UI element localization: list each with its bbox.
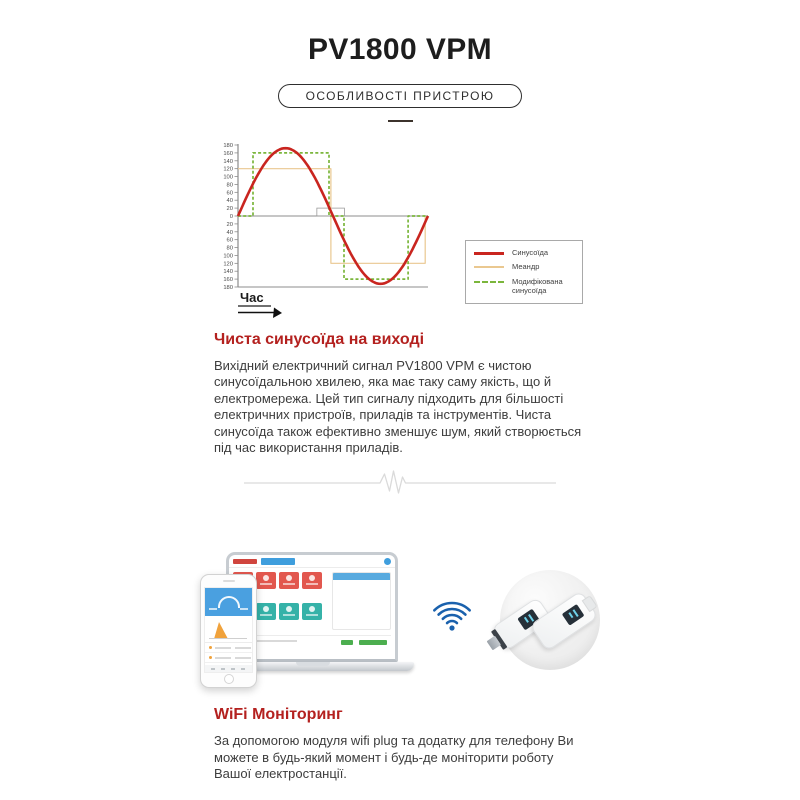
- wifi-plug-devices: [500, 570, 600, 670]
- svg-text:160: 160: [223, 277, 233, 284]
- dashboard-nav-strip: [261, 558, 295, 565]
- svg-text:140: 140: [223, 158, 233, 165]
- svg-text:80: 80: [226, 182, 233, 189]
- svg-text:100: 100: [223, 253, 233, 260]
- legend-swatch-square: [474, 266, 504, 268]
- svg-text:20: 20: [226, 221, 233, 228]
- plug-display: [562, 604, 585, 626]
- svg-text:40: 40: [226, 198, 233, 205]
- svg-text:180: 180: [223, 143, 233, 149]
- features-badge-label: ОСОБЛИВОСТІ ПРИСТРОЮ: [305, 89, 495, 103]
- section-heading-wifi: WiFi Моніторинг: [214, 706, 343, 724]
- wifi-icon: [430, 594, 474, 634]
- svg-text:160: 160: [223, 150, 233, 157]
- dashboard-logo: [233, 559, 257, 564]
- legend-label: Синусоїда: [512, 248, 549, 257]
- legend-swatch-sine: [474, 252, 504, 255]
- svg-text:60: 60: [226, 190, 233, 197]
- legend-item: [474, 248, 574, 257]
- svg-text:0: 0: [229, 214, 233, 220]
- wifi-monitoring-figure: [214, 550, 586, 698]
- svg-text:60: 60: [226, 237, 233, 244]
- dashboard-user-icon: [384, 558, 391, 565]
- section-body-wifi: За допомогою модуля wifi plug та додатку для телефону Ви можете в будь-який момент і будь-де моніторити роботу Вашої електростанції.: [214, 733, 574, 782]
- app-bottom-nav: [205, 665, 252, 673]
- svg-text:20: 20: [226, 206, 233, 213]
- svg-text:100: 100: [223, 174, 233, 181]
- sine-wave-section: [214, 139, 586, 456]
- legend-item: [474, 262, 574, 271]
- app-chart: [205, 616, 252, 643]
- waveform-chart: [214, 139, 586, 323]
- legend-label: Меандр: [512, 262, 540, 272]
- svg-text:120: 120: [223, 166, 233, 173]
- pulse-divider-icon: [244, 470, 556, 496]
- svg-text:140: 140: [223, 269, 233, 276]
- dashboard-panel: [332, 572, 391, 630]
- svg-text:40: 40: [226, 229, 233, 236]
- page-title: PV1800 VPM: [307, 33, 493, 66]
- features-badge: [278, 84, 523, 108]
- smartphone-graphic: [200, 574, 257, 688]
- x-axis-label: Час: [240, 290, 264, 305]
- chart-legend: [465, 240, 583, 304]
- dashboard-green-button-2: [359, 640, 387, 645]
- legend-swatch-modified-sine: [474, 281, 504, 283]
- section-body-sine: Вихідний електричний сигнал PV1800 VPM є чистою синусоїдальною хвилею, яка має таку саму якість, що й електромережа. Цей тип сигналу підходить для більшості електричних пристроїв, приладів та інструментів. Чиста синусоїда також ефективно зменшує шум, який створюється під час використання приладів.: [214, 358, 582, 456]
- smartphone-screen: [204, 587, 253, 673]
- app-gauge-header: [205, 588, 252, 616]
- section-heading-sine: Чиста синусоїда на виході: [214, 331, 425, 348]
- svg-text:180: 180: [223, 285, 233, 291]
- badge-underline: [388, 120, 413, 122]
- svg-text:80: 80: [226, 245, 233, 252]
- wifi-section: [214, 550, 586, 782]
- svg-text:120: 120: [223, 261, 233, 268]
- product-page: [214, 0, 586, 783]
- legend-label: Модифікована синусоїда: [512, 276, 563, 296]
- waveform-plot: [222, 139, 452, 323]
- devices-graphic: [200, 550, 406, 696]
- legend-item: [474, 277, 574, 296]
- dashboard-topbar: [229, 555, 395, 568]
- dashboard-green-button: [341, 640, 353, 645]
